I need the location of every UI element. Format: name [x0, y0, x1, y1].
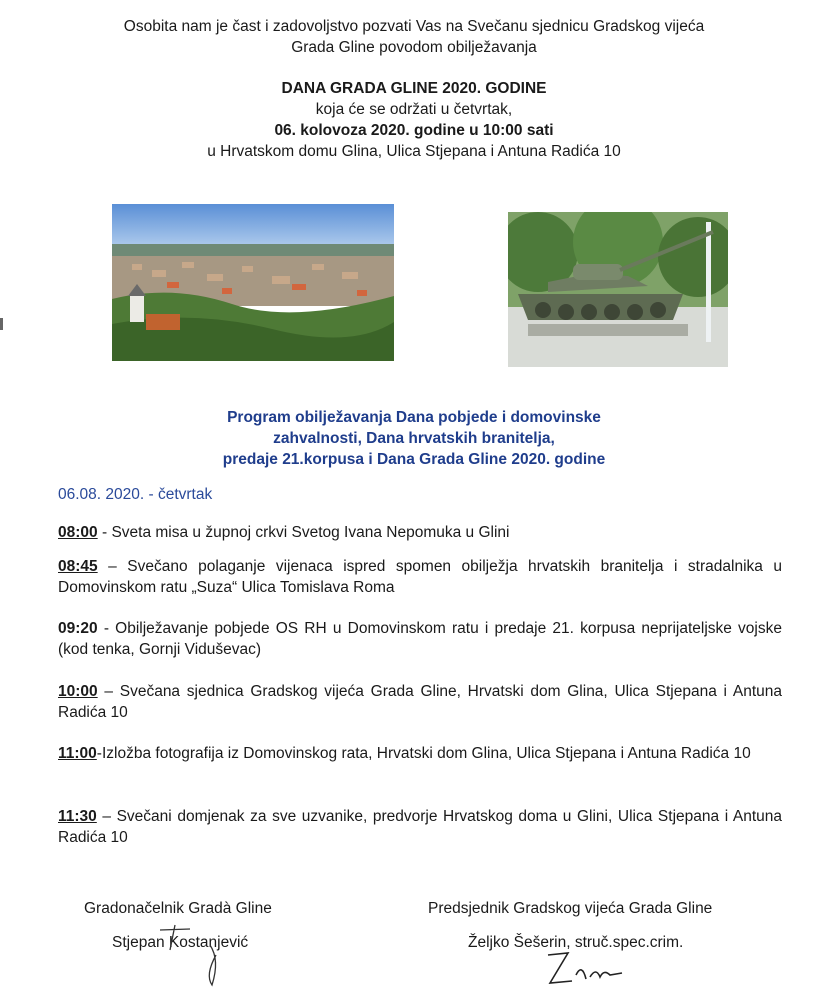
program-title	[0, 407, 828, 470]
event-when: koja će se održati u četvrtak,	[315, 101, 513, 118]
council-president-title: Predsjednik Gradskog vijeća Grada Gline	[428, 900, 713, 917]
program-title-line-2: zahvalnosti, Dana hrvatskih branitelja,	[273, 430, 555, 447]
agenda-text: Svečana sjednica Gradskog vijeća Grada Gline, Hrvatski dom Glina, Ulica Stjepana i Antuna Radića 10	[58, 683, 782, 721]
agenda-time: 09:20	[58, 620, 98, 637]
council-president-name: Željko Šešerin, struč.spec.crim.	[468, 934, 684, 951]
event-datetime: 06. kolovoza 2020. godine u 10:00 sati	[274, 122, 554, 139]
agenda-item: 11:30 – Svečani domjenak za sve uzvanike, predvorje Hrvatskog doma u Glini, Ulica Stjepana i Antuna Radića 10	[58, 808, 782, 846]
town-aerial-photo	[112, 204, 394, 361]
agenda-item: 08:45 – Svečano polaganje vijenaca ispred spomen obilježja hrvatskih branitelja i stradalnika u Domovinskom ratu „Suza“ Ulica Tomislava Roma	[58, 558, 783, 596]
agenda-time: 11:30	[58, 808, 97, 825]
mayor-name: Stjepan Kostanjević	[112, 934, 249, 951]
agenda-time: 10:00	[58, 683, 98, 700]
invitation-intro	[0, 16, 828, 58]
tank-monument-photo	[508, 212, 728, 367]
agenda-item: 09:20 - Obilježavanje pobjede OS RH u Domovinskom ratu i predaje 21. korpusa neprijateljske vojske (kod tenka, Gornji Viduševac)	[58, 620, 782, 658]
agenda-time: 08:00	[58, 524, 98, 541]
intro-line-2: Grada Gline povodom obilježavanja	[291, 39, 537, 56]
event-details	[0, 78, 828, 162]
agenda-text: Izložba fotografija iz Domovinskog rata, Hrvatski dom Glina, Ulica Stjepana i Antuna Radića 10	[101, 745, 751, 762]
event-title: DANA GRADA GLINE 2020. GODINE	[281, 80, 547, 97]
agenda-text: Svečani domjenak za sve uzvanike, predvorje Hrvatskog doma u Glini, Ulica Stjepana i Antuna Radića 10	[58, 808, 782, 846]
agenda-item: 08:00 - Sveta misa u župnoj crkvi Svetog Ivana Nepomuka u Glini	[58, 524, 510, 541]
program-title-line-3: predaje 21.korpusa i Dana Grada Gline 2020. godine	[222, 451, 606, 468]
program-title-line-1: Program obilježavanja Dana pobjede i domovinske	[227, 409, 601, 426]
intro-line-1: Osobita nam je čast i zadovoljstvo pozvati Vas na Svečanu sjednicu Gradskog vijeća	[123, 18, 705, 35]
agenda-text: Svečano polaganje vijenaca ispred spomen obilježja hrvatskih branitelja i stradalnika u Domovinskom ratu „Suza“ Ulica Tomislava Roma	[58, 558, 783, 596]
agenda-time: 11:00	[58, 745, 97, 762]
agenda-time: 08:45	[58, 558, 98, 575]
binder-mark	[0, 318, 3, 330]
agenda-text: Sveta misa u župnoj crkvi Svetog Ivana Nepomuka u Glini	[111, 524, 510, 541]
program-date: 06.08. 2020. - četvrtak	[58, 486, 213, 503]
mayor-title: Gradonačelnik Gradà Gline	[84, 900, 272, 917]
agenda-text: Obilježavanje pobjede OS RH u Domovinskom ratu i predaje 21. korpusa neprijateljske vojske (kod tenka, Gornji Viduševac)	[58, 620, 782, 658]
event-location: u Hrvatskom domu Glina, Ulica Stjepana i Antuna Radića 10	[207, 143, 621, 160]
mayor-signature	[150, 915, 240, 990]
council-president-signature	[540, 945, 640, 990]
agenda-item: 11:00-Izložba fotografija iz Domovinskog rata, Hrvatski dom Glina, Ulica Stjepana i Antuna Radića 10	[58, 745, 751, 762]
agenda-item: 10:00 – Svečana sjednica Gradskog vijeća Grada Gline, Hrvatski dom Glina, Ulica Stjepana i Antuna Radića 10	[58, 683, 782, 721]
